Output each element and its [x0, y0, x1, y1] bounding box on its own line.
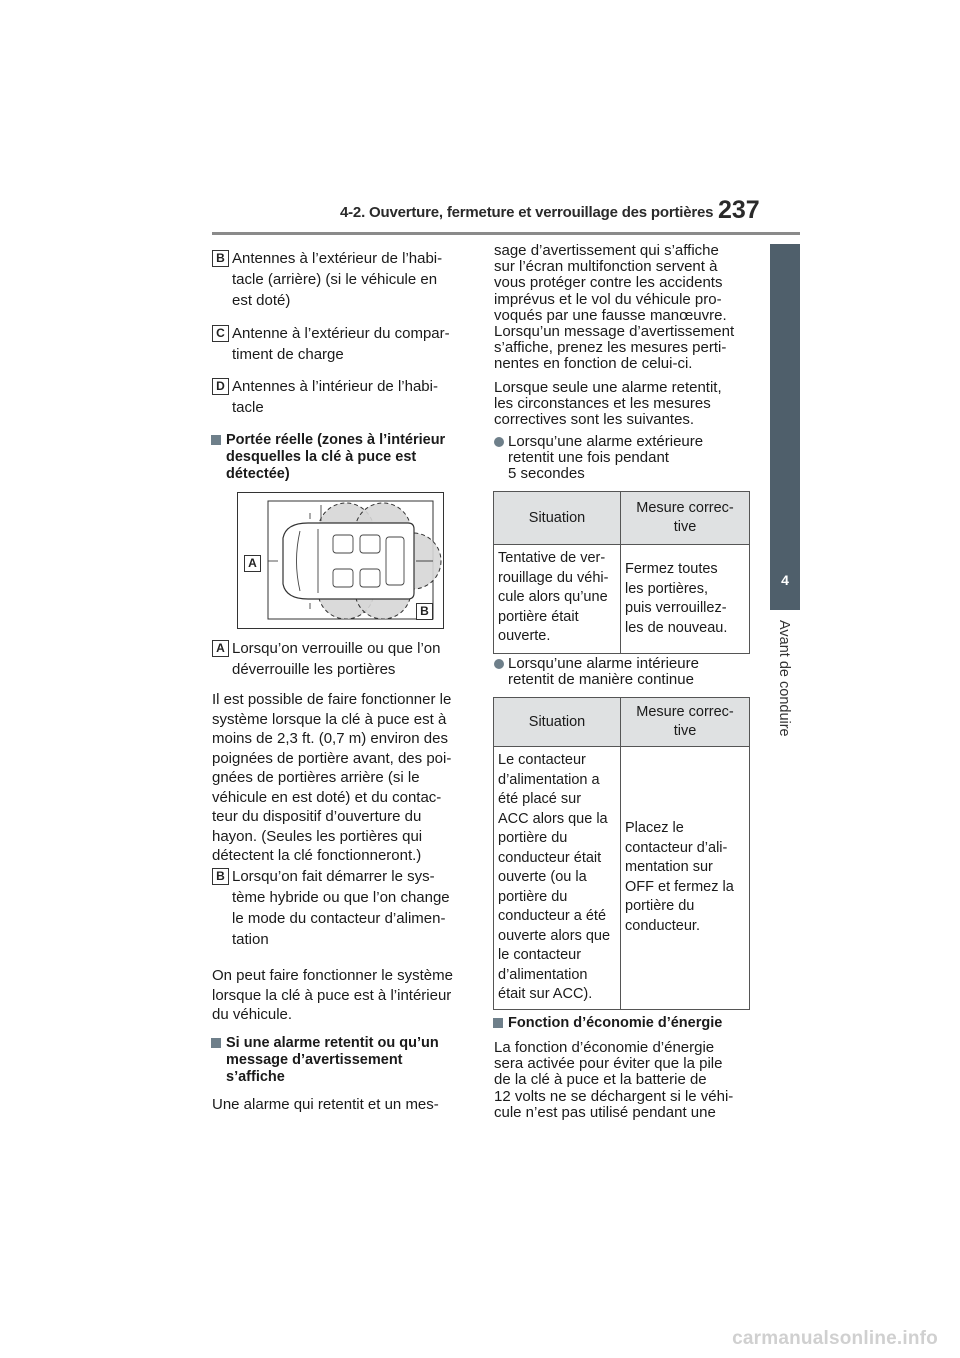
line: voqués par une fausse manœuvre. [494, 306, 727, 324]
circle-bullet-icon [494, 437, 504, 447]
line: mentation sur [625, 859, 713, 876]
line: La fonction d’économie d’énergie [494, 1039, 715, 1056]
line: portière du [498, 830, 568, 846]
table-row [494, 747, 750, 1010]
heading-energy-saving [508, 1015, 722, 1032]
chapter-label-text: Avant de conduire [776, 620, 792, 737]
line: sage d’avertissement qui s’affiche [494, 242, 719, 259]
line: lorsque la clé à puce est à l’intérieur [212, 986, 452, 1004]
paragraph-energy-saving [494, 1040, 733, 1121]
header-measure [621, 698, 750, 747]
table-exterior-alarm [493, 491, 750, 654]
line: tacle [232, 399, 264, 416]
label-b-box-2: B [212, 868, 229, 885]
line: OFF et fermez la [625, 878, 734, 895]
line: Lorsque seule une alarme retentit, [494, 379, 722, 396]
line: Le contacteur [498, 752, 586, 768]
line: imprévus et le vol du véhicule pro- [494, 290, 722, 308]
line: Lorsqu’une alarme extérieure [508, 433, 704, 450]
line: tive [673, 519, 697, 535]
line: ouverte (ou la [498, 869, 587, 885]
chapter-number: 4 [781, 572, 789, 588]
line: vous protéger contre les accidents [494, 274, 723, 292]
line: Une alarme qui retentit et un mes- [212, 1096, 439, 1113]
line: Portée réelle (zones à l’intérieur [226, 432, 446, 448]
line: portière du [498, 888, 568, 905]
paragraph-alarm-only [494, 380, 722, 429]
line: Mesure correc- [636, 704, 734, 720]
cell-situation [494, 545, 621, 654]
line: Si une alarme retentit ou qu’un [226, 1035, 439, 1051]
item-a-text [232, 638, 440, 680]
line: retentit de manière continue [508, 671, 694, 688]
line: tème hybride ou que l’on change [232, 889, 450, 906]
header-situation: Situation [494, 492, 621, 545]
item-b2-text [232, 866, 450, 950]
paragraph-inside-vehicle [212, 966, 453, 1025]
diagram-label-a: A [244, 555, 261, 572]
line: du véhicule. [212, 1006, 293, 1023]
line: le mode du contacteur d’alimen- [232, 910, 446, 927]
line: Antennes à l’extérieur de l’habi- [232, 250, 443, 267]
paragraph-alarm-continued [494, 243, 734, 373]
line: portière du [625, 898, 695, 915]
line: système lorsque la clé à puce est à [212, 710, 447, 728]
line: Lorsqu’on fait démarrer le sys- [232, 868, 435, 885]
square-bullet-icon [493, 1018, 503, 1028]
label-c-box: C [212, 325, 229, 342]
bullet-interior-alarm [508, 656, 699, 688]
item-b-text [232, 248, 442, 311]
item-d-text [232, 376, 438, 418]
square-bullet-icon [211, 435, 221, 445]
label-d-box: D [212, 378, 229, 395]
item-c-text [232, 323, 450, 365]
watermark: carmanualsonline.info [732, 1328, 938, 1349]
line: Placez le [625, 820, 684, 837]
line: tive [673, 723, 697, 739]
detection-range-diagram [237, 492, 444, 629]
line: détectent la clé fonctionneront.) [212, 847, 422, 864]
label-b-box: B [212, 250, 229, 267]
line: moins de 2,3 ft. (0,7 m) environ des [212, 730, 448, 747]
line: cule alors qu’une [498, 589, 608, 605]
line: 5 secondes [508, 465, 585, 482]
line: correctives sont les suivantes. [494, 411, 695, 429]
line: véhicule en est doté) et du contac- [212, 788, 442, 806]
line: message d’avertissement [226, 1052, 403, 1068]
line: contacteur d’ali- [625, 839, 728, 856]
line: conducteur a été [498, 908, 607, 924]
line: Lorsqu’on verrouille ou que l’on [232, 640, 441, 657]
line: déverrouille les portières [232, 661, 396, 678]
chapter-tab [770, 244, 800, 610]
bullet-exterior-alarm [508, 434, 703, 482]
line: Antenne à l’extérieur du compar- [232, 325, 450, 342]
line: les portières, [625, 580, 709, 597]
cell-measure [621, 545, 750, 654]
line: était sur ACC). [498, 986, 593, 1002]
vehicle-top-view-icon [238, 493, 443, 628]
line: d’alimentation [498, 966, 588, 983]
line: retentit une fois pendant [508, 449, 669, 466]
line: teur du dispositif d’ouverture du [212, 808, 422, 825]
line: tation [232, 931, 269, 948]
line: 12 volts ne se déchargent si le véhi- [494, 1087, 734, 1105]
cell-measure [621, 747, 750, 1010]
line: ouverte alors que [498, 927, 611, 944]
line: On peut faire fonctionner le système [212, 967, 453, 984]
square-bullet-icon [211, 1038, 221, 1048]
page-number: 237 [718, 196, 760, 224]
circle-bullet-icon [494, 659, 504, 669]
line: sur l’écran multifonction servent à [494, 258, 718, 276]
line: est doté) [232, 292, 291, 309]
table-interior-alarm [493, 697, 750, 1010]
line: ACC alors que la [498, 810, 608, 827]
line: hayon. (Seules les portières qui [212, 827, 423, 845]
heading-alarm [226, 1035, 439, 1086]
line: desquelles la clé à puce est [226, 449, 417, 465]
paragraph-range-details [212, 690, 451, 866]
line: Antennes à l’intérieur de l’habi- [232, 378, 438, 395]
label-a-box: A [212, 640, 229, 657]
line: les circonstances et les mesures [494, 395, 711, 413]
header-situation: Situation [494, 698, 621, 747]
paragraph-alarm-start [212, 1095, 439, 1115]
line: Lorsqu’une alarme intérieure [508, 655, 699, 672]
header-measure [621, 492, 750, 545]
line: de la clé à puce et la batterie de [494, 1071, 707, 1089]
heading-effective-range [226, 432, 445, 483]
line: ouverte. [498, 628, 551, 644]
line: portière était [498, 608, 579, 625]
line: sera activée pour éviter que la pile [494, 1055, 723, 1073]
line: Fonction d’économie d’énergie [508, 1015, 723, 1031]
line: été placé sur [498, 791, 582, 807]
line: timent de charge [232, 346, 344, 363]
line: puis verrouillez- [625, 600, 727, 616]
header-rule [212, 232, 800, 235]
line: nentes en fonction de celui-ci. [494, 355, 693, 373]
line: le contacteur [498, 947, 582, 963]
line: cule n’est pas utilisé pendant une [494, 1103, 716, 1121]
line: rouillage du véhi- [498, 569, 609, 586]
table-header-row [494, 492, 750, 545]
line: Lorsqu’un message d’avertissement [494, 323, 735, 341]
line: conducteur était [498, 849, 602, 866]
line: poignées de portière avant, des poi- [212, 749, 452, 767]
line: gnées de portières arrière (si le [212, 769, 420, 786]
line: s’affiche [226, 1069, 285, 1085]
line: Fermez toutes [625, 561, 718, 577]
line: d’alimentation a [498, 771, 600, 788]
line: conducteur. [625, 917, 700, 934]
cell-situation [494, 747, 621, 1010]
chapter-label [770, 620, 800, 760]
line: Mesure correc- [636, 500, 734, 516]
table-row [494, 545, 750, 654]
section-title: 4-2. Ouverture, fermeture et verrouillage des portières [340, 204, 714, 221]
line: Tentative de ver- [498, 550, 606, 566]
line: détectée) [226, 466, 290, 482]
line: tacle (arrière) (si le véhicule en [232, 271, 438, 288]
line: s’affiche, prenez les mesures perti- [494, 339, 727, 357]
line: les de nouveau. [625, 619, 728, 636]
table-header-row [494, 698, 750, 747]
line: Il est possible de faire fonctionner le [212, 691, 452, 708]
diagram-label-b: B [416, 603, 433, 620]
